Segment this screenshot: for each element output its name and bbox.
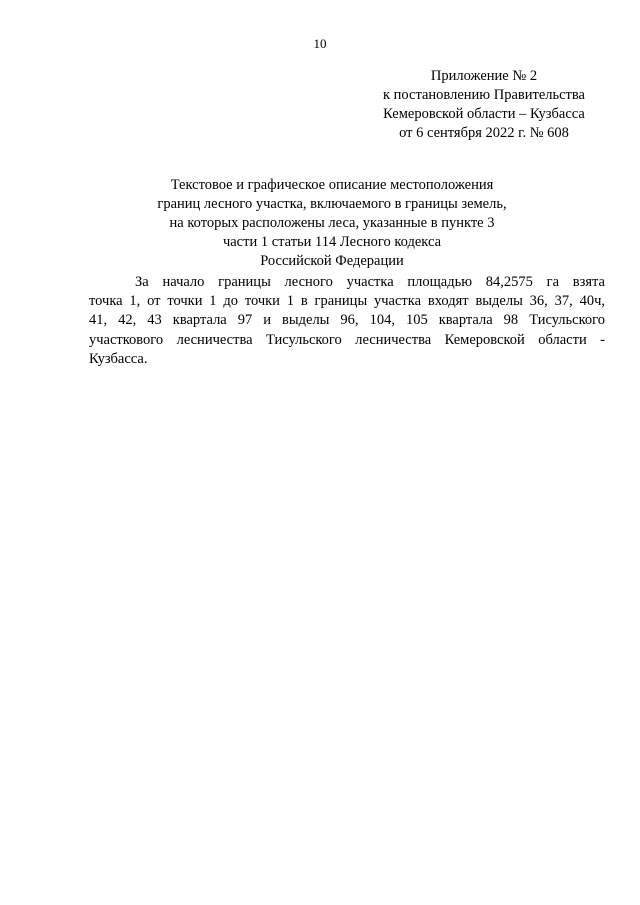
title-line: части 1 статьи 114 Лесного кодекса	[222, 234, 442, 250]
title-line: Российской Федерации	[260, 253, 404, 269]
title-line: на которых расположены леса, указанные в пункте 3	[169, 215, 495, 231]
title-line: границ лесного участка, включаемого в границы земель,	[157, 196, 507, 212]
paragraph-line: участкового лесничества Тисульского лесничества Кемеровской области -	[89, 331, 605, 348]
paragraph-line: За начало границы лесного участка площадью 84,2575 га взята	[135, 274, 605, 290]
paragraph-line: Кузбасса.	[89, 350, 148, 367]
appendix-line: к постановлению Правительства	[383, 87, 585, 103]
appendix-header	[360, 67, 608, 143]
paragraph-line: 41, 42, 43 квартала 97 и выделы 96, 104, 105 квартала 98 Тисульского	[89, 312, 605, 329]
appendix-line: Приложение № 2	[430, 68, 538, 84]
appendix-line: Кемеровской области – Кузбасса	[383, 106, 585, 122]
paragraph-line: точка 1, от точки 1 до точки 1 в границы участка входят выделы 36, 37, 40ч,	[89, 293, 605, 310]
appendix-line: от 6 сентября 2022 г. № 608	[399, 125, 569, 141]
document-title	[90, 176, 574, 271]
page-number: 10	[313, 36, 327, 51]
body-paragraph	[89, 273, 605, 369]
title-line: Текстовое и графическое описание местоположения	[170, 177, 494, 193]
